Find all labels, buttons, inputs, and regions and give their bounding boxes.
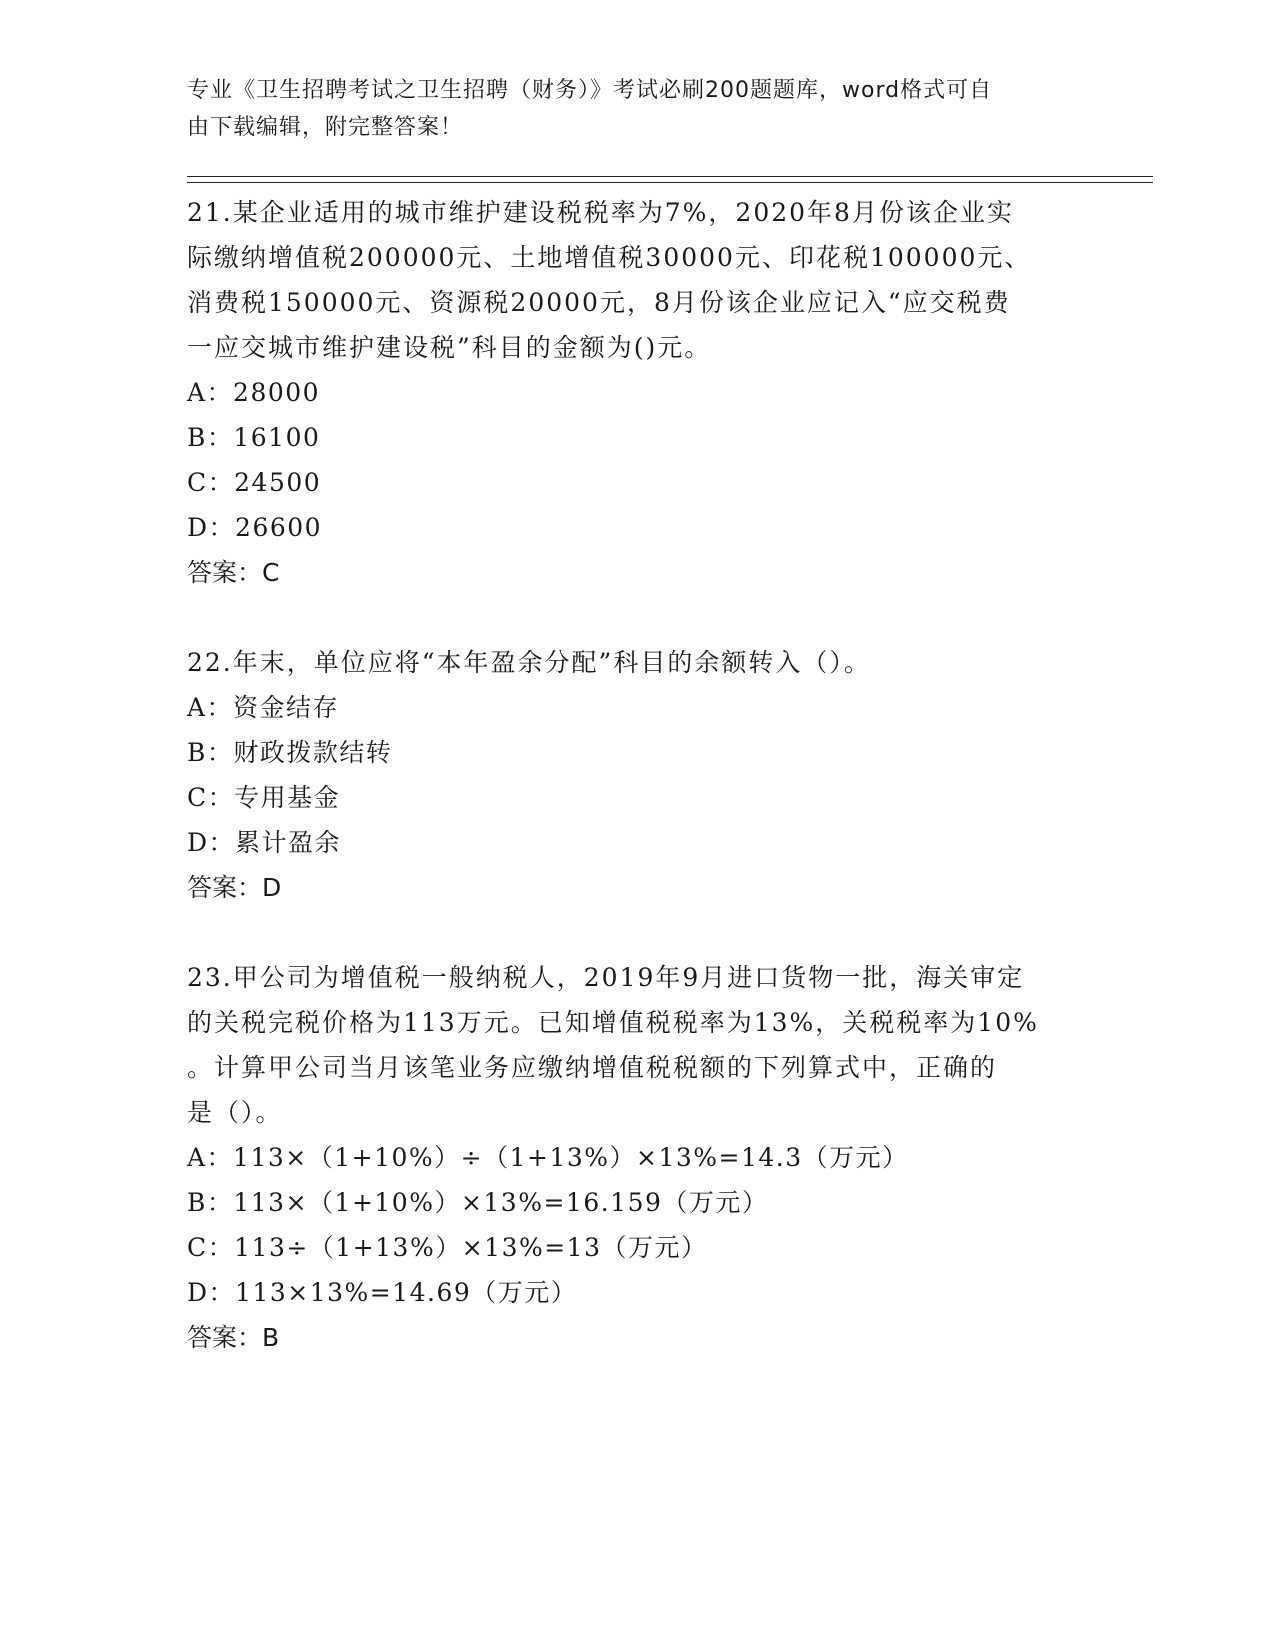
question-stem-line: 22.年末，单位应将“本年盈余分配”科目的余额转入（）。 (187, 648, 871, 677)
option-c: C：专用基金 (187, 783, 341, 812)
answer: 答案：D (187, 873, 282, 902)
option-b: B：财政拨款结转 (187, 738, 393, 767)
question-stem-line: 一应交城市维护建设税”科目的金额为()元。 (187, 333, 712, 362)
question-22 (187, 640, 1087, 910)
question-23 (187, 955, 1087, 1360)
header-line-2: 由下载编辑，附完整答案！ (187, 115, 464, 140)
question-stem-line: 是（）。 (187, 1098, 283, 1127)
option-c: C：113÷（1+13%）×13%=13（万元） (187, 1233, 708, 1262)
option-a: A：28000 (187, 378, 321, 407)
header-divider-top (187, 176, 1153, 177)
question-21 (187, 190, 1087, 595)
header-line-1: 专业《卫生招聘考试之卫生招聘（财务）》考试必刷200题题库，word格式可自 (187, 78, 993, 103)
spacer (187, 910, 1087, 955)
option-a: A：资金结存 (187, 693, 340, 722)
question-stem-line: 消费税150000元、资源税20000元，8月份该企业应记入“应交税费 (187, 288, 1011, 317)
option-b: B：113×（1+10%）×13%=16.159（万元） (187, 1188, 769, 1217)
question-stem-line: 23.甲公司为增值税一般纳税人，2019年9月进口货物一批，海关审定 (187, 963, 1025, 992)
question-stem-line: 。计算甲公司当月该笔业务应缴纳增值税税额的下列算式中，正确的 (187, 1053, 998, 1082)
question-stem-line: 21.某企业适用的城市维护建设税税率为7%，2020年8月份该企业实 (187, 198, 1014, 227)
question-list (187, 190, 1087, 1360)
option-c: C：24500 (187, 468, 322, 497)
option-d: D：113×13%=14.69（万元） (187, 1278, 578, 1307)
option-d: D：26600 (187, 513, 323, 542)
spacer (187, 595, 1087, 640)
question-stem-line: 的关税完税价格为113万元。已知增值税税率为13%，关税税率为10% (187, 1008, 1039, 1037)
question-stem-line: 际缴纳增值税200000元、土地增值税30000元、印花税100000元、 (187, 243, 1032, 272)
option-a: A：113×（1+10%）÷（1+13%）×13%=14.3（万元） (187, 1143, 909, 1172)
option-b: B：16100 (187, 423, 321, 452)
option-d: D：累计盈余 (187, 828, 342, 857)
answer: 答案：C (187, 558, 280, 587)
header-divider-bottom (187, 182, 1153, 183)
document-header (187, 72, 1067, 146)
answer: 答案：B (187, 1323, 280, 1352)
